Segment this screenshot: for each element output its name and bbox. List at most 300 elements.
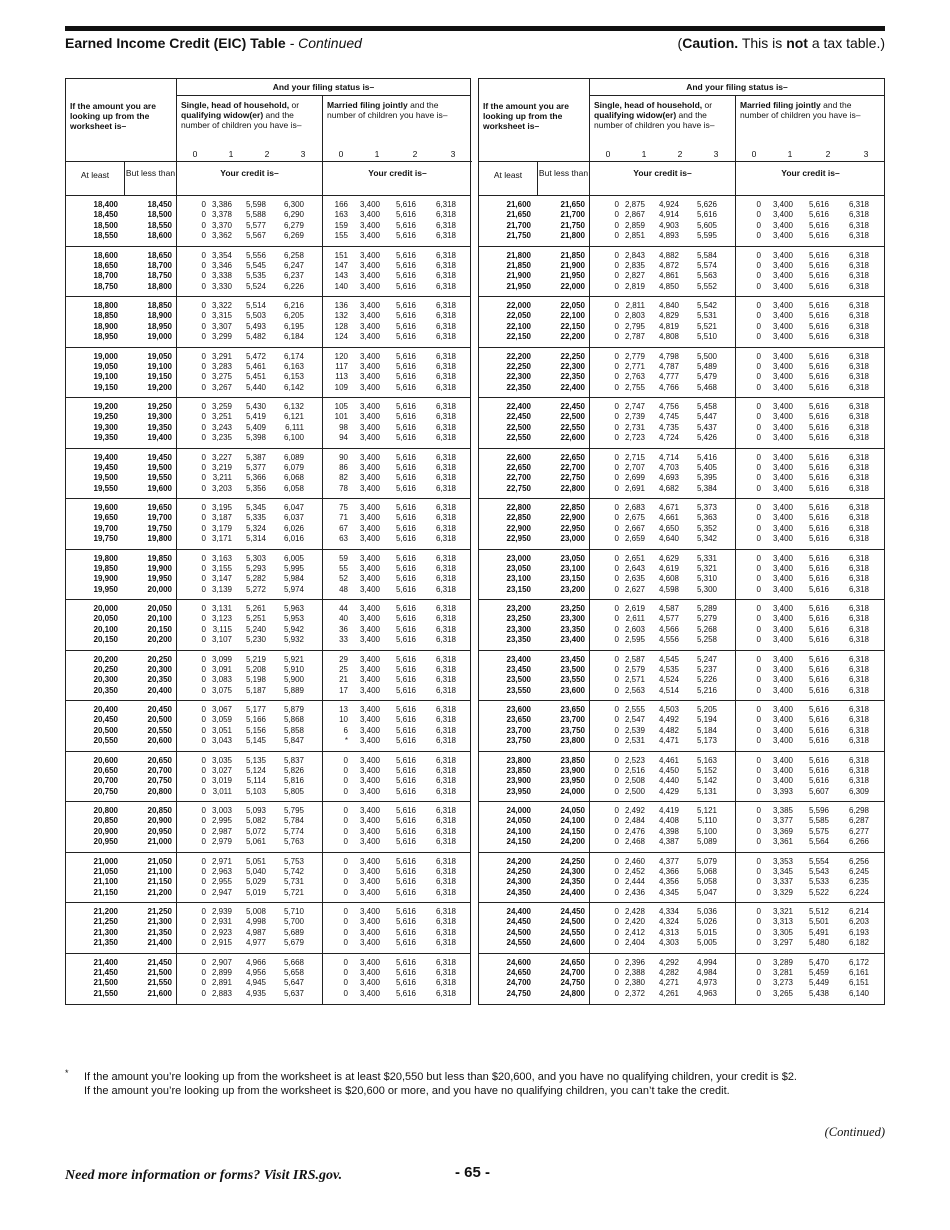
table-cell: 0 (756, 422, 761, 432)
single-rest2: and the number of children you have is– (181, 110, 302, 130)
table-cell: 5,588 (245, 210, 266, 220)
table-cell: 2,643 (624, 563, 645, 573)
table-cell: 3,400 (359, 382, 380, 392)
table-cell: 18,800 (147, 281, 172, 291)
table-cell: 4,471 (658, 736, 679, 746)
table-cell: 0 (201, 816, 206, 826)
table-cell: 19,550 (147, 473, 172, 483)
table-cell: 10 (339, 715, 348, 725)
table-cell: 5,616 (808, 422, 829, 432)
table-row (479, 423, 884, 433)
table-cell: 0 (756, 635, 761, 645)
table-cell: 5,616 (395, 574, 416, 584)
table-cell: 0 (756, 705, 761, 714)
table-cell: 22,300 (560, 361, 585, 371)
table-cell: 21,400 (147, 938, 172, 948)
table-row (66, 968, 470, 978)
table-cell: 6,318 (435, 826, 456, 836)
table-cell: 24,550 (506, 938, 531, 948)
table-cell: 6,318 (848, 220, 869, 230)
table-cell: 19,700 (147, 513, 172, 523)
table-cell: 0 (756, 311, 761, 321)
table-cell: 6,318 (848, 765, 869, 775)
table-row (479, 484, 884, 494)
table-cell: 24,450 (506, 917, 531, 927)
table-cell: 18,750 (147, 271, 172, 281)
table-cell: 4,840 (658, 301, 679, 310)
table-cell: 6,318 (435, 786, 456, 796)
table-cell: 40 (339, 614, 348, 624)
table-row (479, 806, 884, 816)
table-cell: 2,420 (624, 917, 645, 927)
table-cell: 20,900 (147, 816, 172, 826)
caution-mid: This is (738, 35, 787, 51)
table-cell: 5,598 (245, 200, 266, 209)
table-cell: 3,400 (772, 351, 793, 361)
table-cell: 5,616 (395, 281, 416, 291)
table-cell: 3,400 (359, 584, 380, 594)
table-cell: 6,318 (435, 250, 456, 260)
table-cell: 2,963 (211, 866, 232, 876)
table-cell: 3,051 (211, 725, 232, 735)
table-cell: 4,324 (658, 917, 679, 927)
table-cell: 5,177 (245, 705, 266, 714)
table-cell: 0 (614, 614, 619, 624)
table-cell: 3,400 (772, 382, 793, 392)
table-block (479, 954, 884, 1005)
table-cell: 0 (756, 806, 761, 815)
table-cell: 19,450 (147, 452, 172, 462)
table-cell: 5,710 (283, 907, 304, 916)
table-cell: 0 (614, 725, 619, 735)
table-cell: 20,600 (93, 755, 118, 765)
table-cell: 24,800 (560, 988, 585, 998)
table-cell: 0 (343, 938, 348, 948)
table-cell: 5,679 (283, 938, 304, 948)
table-cell: 2,404 (624, 938, 645, 948)
table-cell: 0 (756, 382, 761, 392)
table-cell: 3,378 (211, 210, 232, 220)
table-cell: 0 (756, 200, 761, 209)
table-cell: 2,707 (624, 462, 645, 472)
table-cell: 2,715 (624, 452, 645, 462)
table-cell: 0 (756, 967, 761, 977)
table-cell: 6,161 (848, 967, 869, 977)
table-cell: 6,153 (283, 372, 304, 382)
table-cell: 3,400 (772, 705, 793, 714)
table-cell: 18,500 (93, 220, 118, 230)
table-block (479, 499, 884, 550)
table-cell: 6,226 (283, 281, 304, 291)
table-cell: 5,616 (395, 260, 416, 270)
table-cell: 6,318 (435, 604, 456, 613)
table-cell: 3,227 (211, 452, 232, 462)
table-cell: 3,400 (359, 513, 380, 523)
table-row (66, 402, 470, 412)
table-cell: 0 (756, 826, 761, 836)
table-cell: 6,298 (848, 806, 869, 815)
table-cell: 3,400 (772, 715, 793, 725)
table-cell: 23,650 (506, 715, 531, 725)
table-cell: 21,250 (93, 917, 118, 927)
table-cell: 5,879 (283, 705, 304, 714)
table-row (479, 251, 884, 261)
table-cell: 3,400 (359, 705, 380, 714)
table-block (66, 550, 470, 601)
table-cell: 0 (201, 584, 206, 594)
table-cell: 24,750 (560, 978, 585, 988)
table-cell: 3,400 (359, 452, 380, 462)
table-cell: 3,400 (359, 957, 380, 967)
table-cell: 20,000 (93, 604, 118, 613)
table-cell: 5,036 (696, 907, 717, 916)
table-cell: 6,318 (435, 837, 456, 847)
table-cell: 20,050 (93, 614, 118, 624)
footnote-line-2: If the amount you’re looking up from the worksheet is $20,600 or more, and you have no qualifying children, you can’t take the credit. (84, 1085, 730, 1097)
table-cell: 6,318 (435, 200, 456, 209)
table-cell: 3,281 (772, 967, 793, 977)
table-cell: 4,450 (658, 765, 679, 775)
table-cell: 0 (614, 361, 619, 371)
table-cell: 24,650 (506, 967, 531, 977)
table-cell: 20,500 (93, 725, 118, 735)
table-cell: 0 (756, 260, 761, 270)
table-cell: 0 (756, 614, 761, 624)
table-cell: 5,595 (696, 231, 717, 241)
table-cell: 0 (614, 856, 619, 866)
table-cell: 19,300 (93, 422, 118, 432)
table-cell: 0 (201, 866, 206, 876)
kids-label: 1 (228, 149, 234, 159)
but-less-than-heading: But less than (537, 161, 589, 195)
table-cell: 5,616 (808, 412, 829, 422)
table-cell: 6,318 (848, 361, 869, 371)
table-cell: 4,998 (245, 917, 266, 927)
table-cell: 19,800 (93, 553, 118, 563)
table-cell: 3,275 (211, 372, 232, 382)
table-cell: 2,787 (624, 332, 645, 342)
table-cell: 5,345 (245, 503, 266, 512)
table-row (479, 857, 884, 867)
table-cell: 6,318 (435, 755, 456, 765)
table-row (66, 705, 470, 715)
table-cell: 21,350 (147, 927, 172, 937)
table-cell: 22,650 (506, 462, 531, 472)
table-cell: 20,700 (93, 776, 118, 786)
table-cell: 4,366 (658, 866, 679, 876)
table-cell: 2,555 (624, 705, 645, 714)
table-cell: 0 (614, 422, 619, 432)
table-row (479, 938, 884, 948)
table-cell: 23,250 (560, 604, 585, 613)
table-cell: 5,440 (245, 382, 266, 392)
table-cell: 4,282 (658, 967, 679, 977)
table-cell: 2,508 (624, 776, 645, 786)
table-cell: 21,200 (93, 907, 118, 916)
table-row (479, 827, 884, 837)
table-cell: 3,139 (211, 584, 232, 594)
table-cell: 0 (756, 604, 761, 613)
table-cell: 6,318 (435, 462, 456, 472)
table-cell: 5,637 (283, 988, 304, 998)
table-cell: 5,585 (808, 816, 829, 826)
table-cell: 22,850 (560, 503, 585, 512)
table-cell: 21,000 (147, 837, 172, 847)
table-cell: 6,318 (848, 281, 869, 291)
kids-label: 3 (863, 149, 869, 159)
table-cell: 166 (334, 200, 348, 209)
table-cell: 6,068 (283, 473, 304, 483)
table-cell: 98 (339, 422, 348, 432)
table-cell: 18,750 (93, 281, 118, 291)
table-cell: 22,000 (560, 281, 585, 291)
table-cell: 6,287 (848, 816, 869, 826)
table-cell: 0 (201, 503, 206, 512)
table-cell: 22,950 (560, 523, 585, 533)
table-cell: 0 (614, 776, 619, 786)
table-cell: 3,400 (772, 231, 793, 241)
table-cell: 5,503 (245, 311, 266, 321)
table-cell: 18,600 (93, 250, 118, 260)
table-cell: 4,514 (658, 685, 679, 695)
table-cell: 22,600 (560, 433, 585, 443)
table-cell: 0 (614, 938, 619, 948)
table-cell: 6,318 (435, 705, 456, 714)
table-cell: 5,900 (283, 675, 304, 685)
table-cell: 5,208 (245, 664, 266, 674)
table-cell: 6,318 (435, 664, 456, 674)
table-cell: 6,318 (435, 654, 456, 664)
table-row (66, 787, 470, 797)
table-cell: 3,400 (772, 433, 793, 443)
table-cell: 5,616 (808, 231, 829, 241)
table-cell: 5,616 (808, 332, 829, 342)
table-row (66, 806, 470, 816)
caution-open: ( (677, 35, 683, 51)
table-cell: 5,563 (696, 271, 717, 281)
table-cell: 5,026 (696, 917, 717, 927)
table-cell: 6,318 (435, 978, 456, 988)
table-row (479, 928, 884, 938)
table-cell: 5,700 (283, 917, 304, 927)
table-cell: 5,356 (245, 483, 266, 493)
table-cell: * (344, 736, 348, 746)
table-row (479, 282, 884, 292)
table-cell: 2,843 (624, 250, 645, 260)
table-cell: 6,318 (848, 250, 869, 260)
more-info-link[interactable]: Need more information or forms? Visit IRS.gov. (65, 1168, 343, 1183)
table-row (66, 332, 470, 342)
table-cell: 0 (756, 715, 761, 725)
table-cell: 5,219 (245, 654, 266, 664)
table-cell: 159 (334, 220, 348, 230)
title-bold: Earned Income Credit (EIC) Table (65, 35, 286, 51)
table-cell: 3,400 (359, 574, 380, 584)
table-cell: 0 (756, 281, 761, 291)
table-cell: 19,950 (147, 574, 172, 584)
table-cell: 5,616 (395, 837, 416, 847)
table-cell: 21,250 (147, 907, 172, 916)
table-cell: 5,616 (808, 361, 829, 371)
table-cell: 0 (201, 452, 206, 462)
table-cell: 0 (343, 765, 348, 775)
table-cell: 17 (339, 685, 348, 695)
table-cell: 5,616 (395, 503, 416, 512)
table-cell: 2,835 (624, 260, 645, 270)
table-row (479, 837, 884, 847)
table-row (479, 907, 884, 917)
table-cell: 0 (756, 563, 761, 573)
table-cell: 5,205 (696, 705, 717, 714)
table-cell: 23,950 (560, 776, 585, 786)
table-cell: 6,318 (848, 776, 869, 786)
table-cell: 4,829 (658, 311, 679, 321)
table-cell: 6,318 (435, 675, 456, 685)
table-row (66, 251, 470, 261)
table-cell: 5,512 (808, 907, 829, 916)
table-cell: 5,616 (808, 250, 829, 260)
table-cell: 36 (339, 624, 348, 634)
table-cell: 6,318 (848, 372, 869, 382)
table-cell: 4,984 (696, 967, 717, 977)
table-cell: 5,616 (808, 311, 829, 321)
table-cell: 5,331 (696, 553, 717, 563)
table-cell: 5,616 (808, 402, 829, 411)
table-cell: 6,318 (848, 382, 869, 392)
table-cell: 21,800 (506, 250, 531, 260)
table-cell: 21,050 (93, 866, 118, 876)
table-cell: 59 (339, 553, 348, 563)
table-row (66, 503, 470, 513)
table-cell: 4,766 (658, 382, 679, 392)
table-cell: 6,318 (848, 614, 869, 624)
table-row (66, 614, 470, 624)
table-cell: 0 (201, 624, 206, 634)
table-cell: 5,395 (696, 473, 717, 483)
table-cell: 0 (614, 271, 619, 281)
table-cell: 5,616 (395, 887, 416, 897)
table-cell: 22,800 (560, 483, 585, 493)
table-cell: 5,300 (696, 584, 717, 594)
table-row (479, 383, 884, 393)
table-row (66, 282, 470, 292)
table-cell: 3,075 (211, 685, 232, 695)
table-row (479, 463, 884, 473)
table-cell: 132 (334, 311, 348, 321)
table-cell: 6,318 (848, 200, 869, 209)
table-cell: 163 (334, 210, 348, 220)
table-cell: 3,400 (772, 271, 793, 281)
table-row (66, 564, 470, 574)
table-cell: 23,050 (560, 553, 585, 563)
table-cell: 0 (201, 200, 206, 209)
table-cell: 0 (756, 624, 761, 634)
table-cell: 5,984 (283, 574, 304, 584)
table-cell: 22,350 (560, 372, 585, 382)
table-cell: 2,635 (624, 574, 645, 584)
table-cell: 0 (614, 250, 619, 260)
table-cell: 3,400 (772, 452, 793, 462)
table-cell: 5,230 (245, 635, 266, 645)
table-row (66, 383, 470, 393)
caution-note (678, 35, 885, 51)
table-cell: 5,458 (696, 402, 717, 411)
table-cell: 19,150 (147, 372, 172, 382)
table-block (66, 499, 470, 550)
table-cell: 5,135 (245, 755, 266, 765)
table-cell: 0 (614, 260, 619, 270)
table-cell: 5,366 (245, 473, 266, 483)
table-cell: 0 (201, 826, 206, 836)
table-cell: 2,723 (624, 433, 645, 443)
table-cell: 2,484 (624, 816, 645, 826)
table-cell: 5,459 (808, 967, 829, 977)
table-cell: 3,400 (359, 412, 380, 422)
table-cell: 22,500 (506, 422, 531, 432)
table-cell: 5,616 (395, 776, 416, 786)
table-cell: 5,272 (245, 584, 266, 594)
table-cell: 13 (339, 705, 348, 714)
table-cell: 3,400 (359, 755, 380, 765)
table-cell: 4,924 (658, 200, 679, 209)
table-cell: 0 (614, 412, 619, 422)
table-cell: 0 (201, 372, 206, 382)
table-row (66, 756, 470, 766)
table-cell: 6,300 (283, 200, 304, 209)
table-cell: 5,531 (696, 311, 717, 321)
table-row (479, 221, 884, 231)
table-cell: 19,450 (93, 462, 118, 472)
table-cell: 2,436 (624, 887, 645, 897)
table-cell: 6,318 (848, 584, 869, 594)
table-cell: 3,338 (211, 271, 232, 281)
table-cell: 0 (756, 402, 761, 411)
table-cell: 6,318 (848, 715, 869, 725)
table-cell: 19,400 (147, 433, 172, 443)
table-row (66, 372, 470, 382)
single-kids-row (176, 147, 323, 161)
table-cell: 67 (339, 523, 348, 533)
table-cell: 23,300 (506, 624, 531, 634)
table-cell: 3,043 (211, 736, 232, 746)
table-cell: 5,953 (283, 614, 304, 624)
table-cell: 0 (201, 685, 206, 695)
table-cell: 21,700 (506, 220, 531, 230)
table-cell: 4,313 (658, 927, 679, 937)
table-cell: 5,616 (808, 715, 829, 725)
table-cell: 0 (614, 503, 619, 512)
table-cell: 20,150 (93, 635, 118, 645)
table-cell: 3,115 (212, 624, 232, 634)
single-rest1: or (291, 100, 300, 110)
table-cell: 5,584 (696, 250, 717, 260)
table-cell: 20,650 (93, 765, 118, 775)
table-cell: 18,550 (93, 231, 118, 241)
table-cell: 19,100 (93, 372, 118, 382)
table-cell: 0 (201, 462, 206, 472)
table-cell: 5,616 (808, 584, 829, 594)
table-cell: 5,521 (696, 321, 717, 331)
table-cell: 5,616 (395, 957, 416, 967)
table-cell: 5,647 (283, 978, 304, 988)
table-cell: 0 (756, 250, 761, 260)
married-credit-heading: Your credit is– (735, 161, 885, 195)
table-cell: 19,050 (147, 351, 172, 361)
table-cell: 2,995 (211, 816, 232, 826)
table-cell: 22,950 (506, 534, 531, 544)
table-cell: 5,616 (395, 412, 416, 422)
table-cell: 20,400 (93, 705, 118, 714)
